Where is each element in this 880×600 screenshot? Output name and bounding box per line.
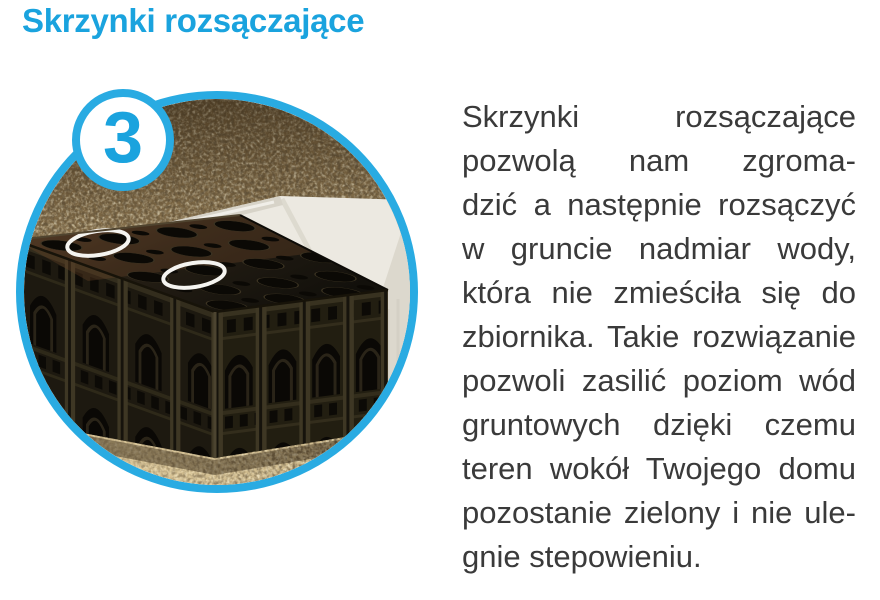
paragraph-line: gruntowych dzięki czemu (462, 407, 856, 442)
step-number-badge (72, 89, 174, 191)
paragraph-line: Skrzynki rozsączające (462, 99, 856, 134)
article-paragraph (462, 95, 856, 579)
paragraph-line: dzić a następnie rozsączyć (462, 187, 856, 222)
paragraph-line: zbiornika. Takie rozwiązanie (462, 319, 856, 354)
paragraph-line: pozwoli zasilić poziom wód (462, 363, 856, 398)
step-number: 3 (102, 98, 144, 178)
paragraph-line: teren wokół Twojego domu (462, 451, 856, 486)
page-title: Skrzynki rozsączające (22, 2, 365, 39)
paragraph-line: gnie stepowieniu. (462, 539, 702, 574)
paragraph-line: pozwolą nam zgroma- (462, 143, 856, 178)
paragraph-line: pozostanie zielony i nie ule- (462, 495, 856, 530)
paragraph-line: w gruncie nadmiar wody, (462, 231, 856, 266)
paragraph-line: która nie zmieściła się do (462, 275, 856, 310)
